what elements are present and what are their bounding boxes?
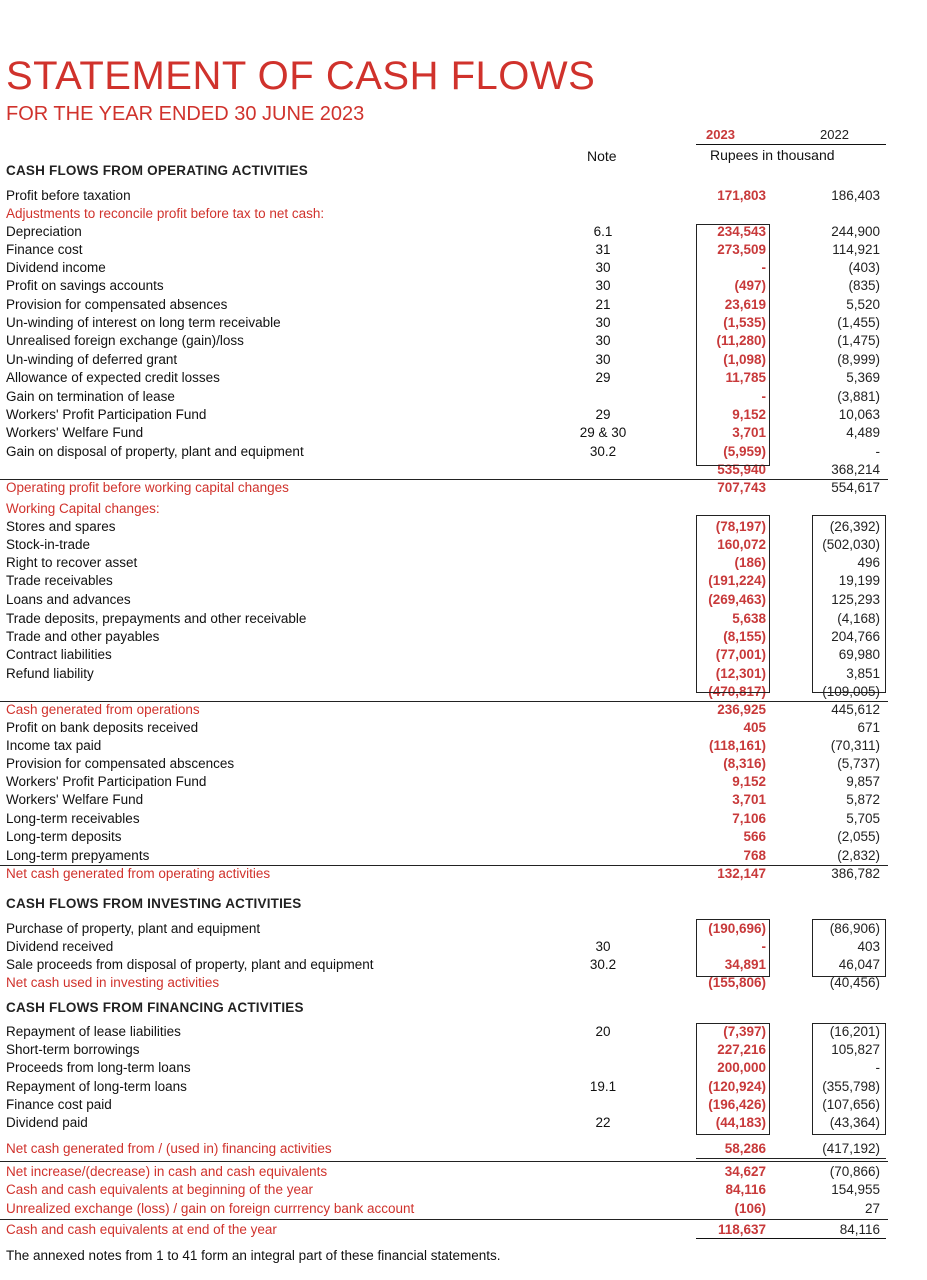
value-2023: (1,535) <box>723 315 766 330</box>
value-2023: (191,224) <box>708 573 766 588</box>
table-row <box>0 424 927 442</box>
value-2022: 27 <box>864 1201 880 1216</box>
value-2023: 707,743 <box>717 480 766 495</box>
value-2023: (106) <box>734 1201 766 1216</box>
table-row <box>0 810 927 828</box>
section-heading <box>0 999 927 1017</box>
row-label: Profit on savings accounts <box>6 278 164 293</box>
value-2022: (403) <box>848 260 880 275</box>
table-row <box>0 1181 927 1199</box>
value-2023: (78,197) <box>715 519 766 534</box>
value-2023: 273,509 <box>717 242 766 257</box>
table-row <box>0 1221 927 1239</box>
rule-total-bottom <box>696 1238 886 1239</box>
table-row <box>0 351 927 369</box>
row-note: 20 <box>595 1024 611 1039</box>
table-row <box>0 719 927 737</box>
value-2022: (1,475) <box>837 333 880 348</box>
table-row <box>0 369 927 387</box>
row-label: Profit before taxation <box>6 188 131 203</box>
table-row <box>0 737 927 755</box>
value-2023: 11,785 <box>725 370 766 385</box>
row-label: Net cash used in investing activities <box>6 975 220 990</box>
financing-2023-box <box>696 1023 770 1135</box>
investing-2023-box <box>696 919 770 977</box>
value-2023: 3,701 <box>732 425 766 440</box>
row-label: Long-term receivables <box>6 811 140 826</box>
value-2022: (502,030) <box>822 537 880 552</box>
row-label: Allowance of expected credit losses <box>6 370 220 385</box>
row-label: Repayment of long-term loans <box>6 1079 187 1094</box>
value-2023: (7,397) <box>723 1024 766 1039</box>
value-2023: 227,216 <box>717 1042 766 1057</box>
row-label: Depreciation <box>6 224 82 239</box>
value-2022: 5,369 <box>846 370 880 385</box>
value-2023: (186) <box>734 555 766 570</box>
row-label: Finance cost <box>6 242 83 257</box>
value-2022: 10,063 <box>838 407 880 422</box>
value-2023: (44,183) <box>715 1115 766 1130</box>
value-2022: (40,456) <box>829 975 880 990</box>
value-2023: (118,161) <box>708 738 766 753</box>
table-row <box>0 828 927 846</box>
value-2022: (2,832) <box>837 848 880 863</box>
value-2023: - <box>761 389 766 404</box>
row-label: Long-term deposits <box>6 829 122 844</box>
table-row <box>0 554 927 572</box>
value-2022: (1,455) <box>837 315 880 330</box>
value-2022: (835) <box>848 278 880 293</box>
value-2023: 7,106 <box>732 811 766 826</box>
value-2022: 4,489 <box>846 425 880 440</box>
value-2022: (70,311) <box>830 738 880 753</box>
row-note: 30.2 <box>589 444 617 459</box>
table-row <box>0 1200 927 1218</box>
value-2023: (155,806) <box>708 975 766 990</box>
table-row <box>0 406 927 424</box>
value-2023: 768 <box>743 848 766 863</box>
table-row <box>0 847 927 865</box>
row-label: Trade and other payables <box>6 629 160 644</box>
row-label: Workers' Welfare Fund <box>6 792 144 807</box>
row-note: 30 <box>595 352 611 367</box>
table-row <box>0 1078 927 1096</box>
footer-note: The annexed notes from 1 to 41 form an integral part of these financial statements. <box>6 1248 501 1263</box>
row-label: Dividend income <box>6 260 106 275</box>
value-2023: 171,803 <box>717 188 766 203</box>
row-note: 30 <box>595 278 611 293</box>
section-heading <box>0 895 927 913</box>
row-label: CASH FLOWS FROM OPERATING ACTIVITIES <box>6 163 308 178</box>
row-label: Sale proceeds from disposal of property, plant and equipment <box>6 957 374 972</box>
page-subtitle: FOR THE YEAR ENDED 30 JUNE 2023 <box>6 103 365 125</box>
row-note: 30 <box>595 260 611 275</box>
row-label: Unrealized exchange (loss) / gain on foreign currrency bank account <box>6 1201 415 1216</box>
value-2023: (8,155) <box>723 629 766 644</box>
value-2022: 554,617 <box>831 480 880 495</box>
table-row <box>0 277 927 295</box>
row-label: Trade receivables <box>6 573 113 588</box>
row-label: Un-winding of interest on long term receivable <box>6 315 281 330</box>
value-2022: 114,921 <box>832 242 880 257</box>
row-note: 6.1 <box>593 224 613 239</box>
year-current-header: 2023 <box>706 127 735 142</box>
table-row <box>0 1041 927 1059</box>
value-2022: 69,980 <box>838 647 880 662</box>
table-row <box>0 865 927 883</box>
row-label: Loans and advances <box>6 592 131 607</box>
value-2022: 403 <box>857 939 880 954</box>
value-2023: (190,696) <box>708 921 766 936</box>
value-2023: 200,000 <box>717 1060 766 1075</box>
value-2023: (120,924) <box>708 1079 766 1094</box>
year-prior-header: 2022 <box>820 127 849 142</box>
value-2022: 496 <box>857 555 880 570</box>
table-row <box>0 1140 927 1158</box>
rule-net-increase <box>0 1161 888 1162</box>
row-label: CASH FLOWS FROM FINANCING ACTIVITIES <box>6 1000 304 1015</box>
table-row <box>0 223 927 241</box>
row-label: Trade deposits, prepayments and other receivable <box>6 611 307 626</box>
table-row <box>0 443 927 461</box>
value-2023: 566 <box>743 829 766 844</box>
row-note: 29 <box>595 407 611 422</box>
row-label: Workers' Profit Participation Fund <box>6 774 207 789</box>
value-2022: 5,705 <box>846 811 880 826</box>
row-note: 22 <box>595 1115 611 1130</box>
value-2022: 3,851 <box>846 666 880 681</box>
value-2023: (497) <box>734 278 766 293</box>
row-label: Repayment of lease liabilities <box>6 1024 181 1039</box>
table-row <box>0 665 927 683</box>
row-label: Cash generated from operations <box>6 702 200 717</box>
row-note: 30 <box>595 333 611 348</box>
rule-operating-profit <box>0 479 888 480</box>
row-label: Gain on termination of lease <box>6 389 175 404</box>
value-2022: (8,999) <box>837 352 880 367</box>
value-2023: 9,152 <box>732 407 766 422</box>
working-capital-2023-box <box>696 515 770 693</box>
value-2023: (269,463) <box>708 592 766 607</box>
table-row <box>0 974 927 992</box>
row-label: Net cash generated from / (used in) financing activities <box>6 1141 332 1156</box>
value-2022: (70,866) <box>829 1164 880 1179</box>
value-2022: 5,520 <box>846 297 880 312</box>
value-2022: 244,900 <box>831 224 880 239</box>
table-row <box>0 205 927 223</box>
value-2023: 58,286 <box>724 1141 766 1156</box>
table-row <box>0 296 927 314</box>
value-2023: 34,627 <box>724 1164 766 1179</box>
value-2022: 154,955 <box>831 1182 880 1197</box>
table-row <box>0 938 927 956</box>
table-row <box>0 332 927 350</box>
value-2022: 125,293 <box>831 592 880 607</box>
table-row <box>0 755 927 773</box>
row-note: 21 <box>595 297 611 312</box>
row-label: Finance cost paid <box>6 1097 112 1112</box>
row-label: Dividend paid <box>6 1115 88 1130</box>
rule-end-cash <box>0 1219 888 1220</box>
rule-cash-generated <box>0 701 888 702</box>
row-label: Income tax paid <box>6 738 102 753</box>
value-2022: (5,737) <box>837 756 880 771</box>
table-row <box>0 518 927 536</box>
value-2023: 5,638 <box>732 611 766 626</box>
row-label: Dividend received <box>6 939 114 954</box>
row-label: Net cash generated from operating activities <box>6 866 271 881</box>
value-2023: (1,098) <box>723 352 766 367</box>
rule-net-operating <box>0 865 888 866</box>
value-2022: 105,827 <box>831 1042 880 1057</box>
row-note: 19.1 <box>589 1079 617 1094</box>
row-note: 30 <box>595 315 611 330</box>
investing-2022-box <box>812 919 886 977</box>
table-row <box>0 461 927 479</box>
row-label: Short-term borrowings <box>6 1042 140 1057</box>
value-2022: 5,872 <box>846 792 880 807</box>
table-row <box>0 920 927 938</box>
financing-2022-box <box>812 1023 886 1135</box>
row-label: Adjustments to reconcile profit before tax to net cash: <box>6 206 325 221</box>
note-column-header: Note <box>587 148 617 164</box>
value-2022: 386,782 <box>831 866 880 881</box>
table-row <box>0 591 927 609</box>
value-2022: 186,403 <box>831 188 880 203</box>
row-label: Cash and cash equivalents at end of the year <box>6 1222 277 1237</box>
adjustments-2023-box <box>696 224 770 466</box>
value-2023: 118,637 <box>717 1222 766 1237</box>
row-label: Proceeds from long-term loans <box>6 1060 191 1075</box>
table-row <box>0 1023 927 1041</box>
row-label: Stores and spares <box>6 519 116 534</box>
value-2023: 160,072 <box>717 537 766 552</box>
value-2022: (355,798) <box>822 1079 880 1094</box>
value-2022: - <box>875 444 880 459</box>
rule-net-financing <box>696 1158 886 1159</box>
row-label: Cash and cash equivalents at beginning of the year <box>6 1182 313 1197</box>
row-label: Contract liabilities <box>6 647 112 662</box>
table-row <box>0 773 927 791</box>
value-2022: 46,047 <box>838 957 880 972</box>
value-2023: 3,701 <box>732 792 766 807</box>
value-2022: 368,214 <box>831 462 880 477</box>
table-row <box>0 1163 927 1181</box>
row-label: Workers' Profit Participation Fund <box>6 407 207 422</box>
value-2022: 84,116 <box>839 1222 880 1237</box>
value-2022: (26,392) <box>829 519 880 534</box>
table-row <box>0 646 927 664</box>
table-row <box>0 388 927 406</box>
value-2023: 535,940 <box>717 462 766 477</box>
row-label: Unrealised foreign exchange (gain)/loss <box>6 333 244 348</box>
row-label: Net increase/(decrease) in cash and cash equivalents <box>6 1164 328 1179</box>
value-2023: 132,147 <box>717 866 766 881</box>
table-row <box>0 628 927 646</box>
value-2023: 9,152 <box>732 774 766 789</box>
page-title: STATEMENT OF CASH FLOWS <box>6 54 596 98</box>
value-2023: - <box>761 939 766 954</box>
table-row <box>0 314 927 332</box>
row-note: 30 <box>595 939 611 954</box>
value-2023: 234,543 <box>717 224 766 239</box>
value-2022: (3,881) <box>837 389 880 404</box>
value-2022: 9,857 <box>846 774 880 789</box>
value-2022: (86,906) <box>829 921 880 936</box>
value-2023: 236,925 <box>717 702 766 717</box>
section-heading <box>0 162 927 180</box>
value-2022: 204,766 <box>831 629 880 644</box>
value-2023: (12,301) <box>715 666 766 681</box>
value-2023: 23,619 <box>724 297 766 312</box>
value-2022: 671 <box>857 720 880 735</box>
table-row <box>0 683 927 701</box>
value-2023: 405 <box>743 720 766 735</box>
header-rule <box>696 144 886 145</box>
row-label: Profit on bank deposits received <box>6 720 199 735</box>
table-row <box>0 791 927 809</box>
value-2022: - <box>875 1060 880 1075</box>
table-row <box>0 187 927 205</box>
row-label: Working Capital changes: <box>6 501 160 516</box>
row-label: Stock-in-trade <box>6 537 91 552</box>
units-label: Rupees in thousand <box>710 147 835 163</box>
table-row <box>0 241 927 259</box>
row-note: 30.2 <box>589 957 617 972</box>
table-row <box>0 500 927 518</box>
row-label: Provision for compensated absences <box>6 297 228 312</box>
value-2023: (470,817) <box>708 684 766 699</box>
table-row <box>0 610 927 628</box>
value-2023: (5,959) <box>723 444 766 459</box>
value-2023: 84,116 <box>725 1182 766 1197</box>
value-2022: 19,199 <box>838 573 880 588</box>
value-2023: (8,316) <box>723 756 766 771</box>
row-label: Operating profit before working capital changes <box>6 480 289 495</box>
row-label: Long-term prepyaments <box>6 848 150 863</box>
table-row <box>0 536 927 554</box>
row-label: Refund liability <box>6 666 94 681</box>
value-2022: (4,168) <box>837 611 880 626</box>
table-row <box>0 1114 927 1132</box>
value-2022: (109,005) <box>822 684 880 699</box>
working-capital-2022-box <box>812 515 886 693</box>
table-row <box>0 1059 927 1077</box>
table-row <box>0 259 927 277</box>
value-2022: (107,656) <box>822 1097 880 1112</box>
value-2022: (417,192) <box>822 1141 880 1156</box>
value-2023: (77,001) <box>715 647 766 662</box>
row-note: 31 <box>595 242 611 257</box>
row-label: CASH FLOWS FROM INVESTING ACTIVITIES <box>6 896 302 911</box>
value-2022: (43,364) <box>829 1115 880 1130</box>
row-note: 29 <box>595 370 611 385</box>
row-note: 29 & 30 <box>579 425 627 440</box>
table-row <box>0 479 927 497</box>
value-2023: 34,891 <box>724 957 766 972</box>
row-label: Provision for compensated abscences <box>6 756 235 771</box>
value-2023: (196,426) <box>708 1097 766 1112</box>
row-label: Right to recover asset <box>6 555 138 570</box>
value-2022: (2,055) <box>837 829 880 844</box>
value-2023: - <box>761 260 766 275</box>
table-row <box>0 572 927 590</box>
value-2023: (11,280) <box>716 333 766 348</box>
row-label: Workers' Welfare Fund <box>6 425 144 440</box>
row-label: Gain on disposal of property, plant and equipment <box>6 444 304 459</box>
row-label: Purchase of property, plant and equipment <box>6 921 261 936</box>
table-row <box>0 956 927 974</box>
value-2022: (16,201) <box>829 1024 880 1039</box>
row-label: Un-winding of deferred grant <box>6 352 178 367</box>
value-2022: 445,612 <box>831 702 880 717</box>
table-row <box>0 1096 927 1114</box>
table-row <box>0 701 927 719</box>
